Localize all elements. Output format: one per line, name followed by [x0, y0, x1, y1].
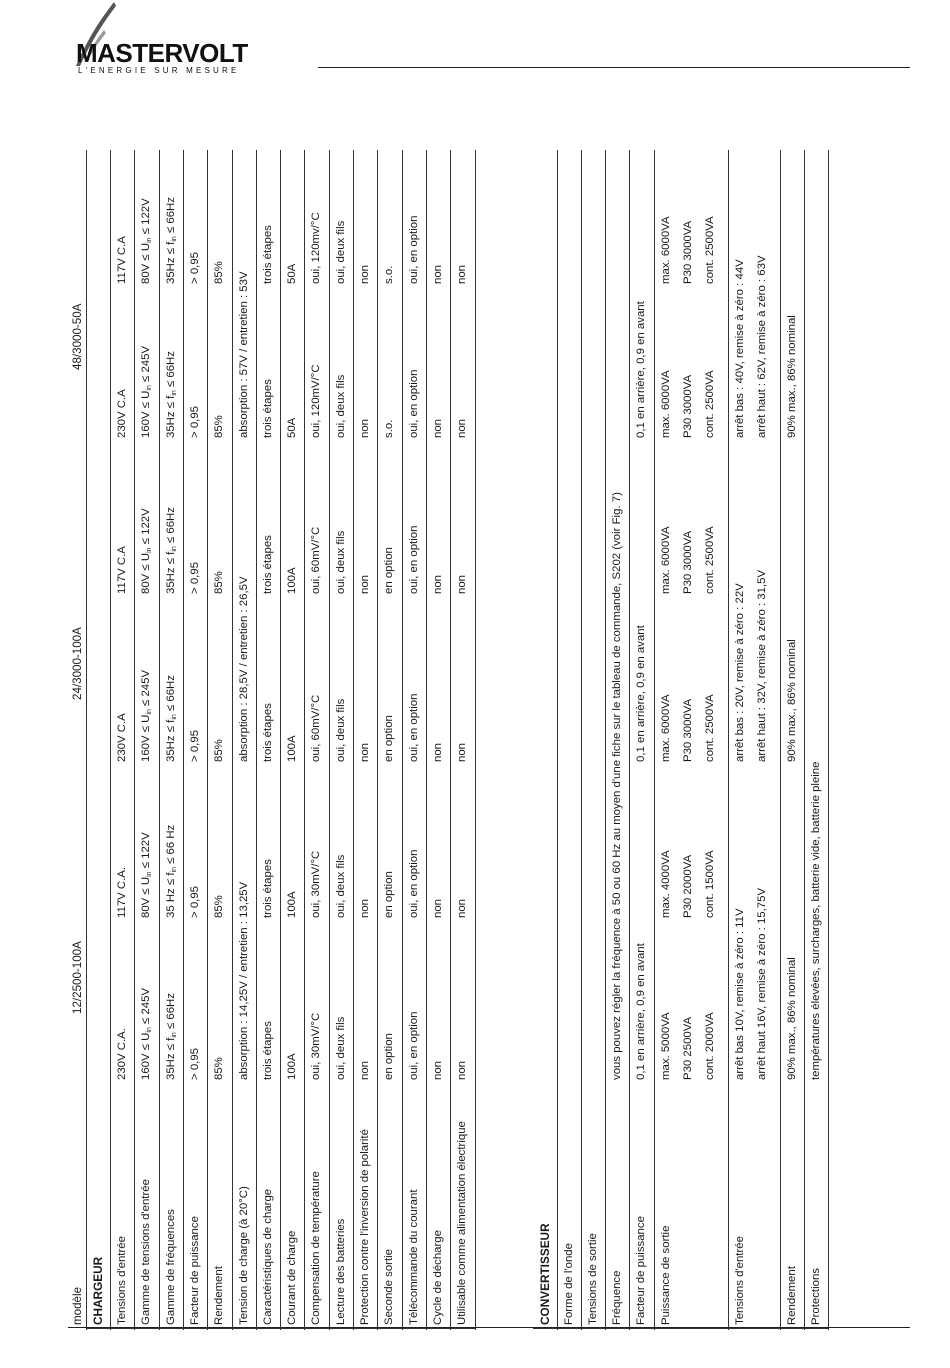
- row-value: oui, en option: [407, 369, 420, 438]
- column-divider: [533, 1328, 829, 1329]
- value-part: in: [170, 390, 178, 396]
- row-value: 0,1 en arrière, 0,9 en avant: [635, 625, 648, 762]
- row-divider: [475, 150, 476, 1330]
- row-divider: [804, 150, 805, 1330]
- row-divider: [780, 150, 781, 1330]
- row-value: 230V C.A: [116, 713, 128, 762]
- row-value: max. 6000VA: [659, 694, 672, 762]
- row-value: oui, en option: [407, 693, 420, 762]
- row-value: non: [359, 418, 371, 438]
- section-title-convertisseur: CONVERTISSEUR: [537, 1223, 552, 1325]
- row-value: > 0,95: [188, 886, 201, 918]
- row-value: P30 3000VA: [681, 530, 694, 594]
- row-label: Télécommande du courant: [407, 1189, 420, 1325]
- row-value: arrêt haut 16V, remise à zéro : 15,75V: [755, 887, 768, 1080]
- row-value: [139, 832, 157, 918]
- row-label: Tension de charge (à 20°C): [237, 1186, 250, 1325]
- value-part: in: [170, 714, 178, 720]
- row-value: [139, 670, 157, 762]
- row-value: max. 6000VA: [659, 370, 672, 438]
- value-part: ≤ 122V: [140, 508, 153, 548]
- row-label: Tensions d'entrée: [116, 1236, 128, 1325]
- value-part: in: [146, 871, 154, 877]
- row-value: oui, deux fils: [334, 220, 347, 284]
- row-label: Gamme de tensions d'entrée: [140, 1179, 153, 1325]
- row-divider: [605, 150, 606, 1330]
- row-value: 0,1 en arrière, 0,9 en avant: [635, 943, 648, 1080]
- value-part: ≤ 122V: [140, 832, 153, 872]
- value-part: 35Hz ≤ f: [164, 551, 177, 594]
- row-value: 85%: [213, 739, 226, 762]
- value-part: in: [146, 1027, 154, 1033]
- row-divider: [280, 150, 281, 1330]
- value-part: ≤ 66Hz: [164, 993, 177, 1033]
- row-value: P30 3000VA: [681, 220, 694, 284]
- row-value: P30 3000VA: [681, 698, 694, 762]
- row-value: trois étapes: [261, 859, 274, 918]
- row-value: non: [431, 418, 444, 438]
- row-value: oui, 120mv/°C: [310, 212, 323, 284]
- row-value: [139, 988, 157, 1080]
- row-value: 100A: [286, 891, 299, 918]
- row-divider: [353, 150, 354, 1330]
- value-part: in: [170, 867, 178, 873]
- row-value: 0,1 en arrière, 0,9 en avant: [635, 301, 648, 438]
- row-value: P30 3000VA: [681, 374, 694, 438]
- row-value: oui, deux fils: [334, 698, 347, 762]
- row-value: oui, en option: [407, 525, 420, 594]
- row-value: absorption : 57V / entretien : 53V: [237, 271, 250, 438]
- row-value: P30 2500VA: [681, 1016, 694, 1080]
- value-part: 80V ≤ U: [140, 242, 153, 284]
- row-value: [139, 198, 157, 284]
- row-value: [139, 508, 157, 594]
- row-value: 50A: [286, 417, 299, 438]
- row-divider: [304, 150, 305, 1330]
- row-label: Rendement: [213, 1266, 226, 1325]
- value-part: in: [146, 709, 154, 715]
- row-value: 85%: [213, 895, 226, 918]
- row-value: 85%: [213, 415, 226, 438]
- row-divider: [426, 150, 427, 1330]
- row-value: oui, en option: [407, 1011, 420, 1080]
- row-value: non: [456, 742, 469, 762]
- row-value: en option: [383, 1033, 396, 1080]
- row-divider: [629, 150, 630, 1330]
- row-value: 100A: [286, 1053, 299, 1080]
- row-value: arrêt haut : 62V, remise à zéro : 63V: [755, 255, 768, 438]
- value-part: 80V ≤ U: [140, 552, 153, 594]
- row-value: arrêt haut : 32V, remise à zéro : 31,5V: [755, 569, 768, 762]
- row-value: en option: [383, 871, 396, 918]
- row-value: oui, 120mV/°C: [310, 364, 323, 438]
- value-part: 160V ≤ U: [140, 714, 153, 762]
- row-value: P30 2000VA: [681, 854, 694, 918]
- section-title-chargeur: CHARGEUR: [91, 1256, 105, 1325]
- row-value: 85%: [213, 571, 226, 594]
- value-part: in: [170, 236, 178, 242]
- row-divider: [728, 150, 729, 1330]
- row-value: oui, 30mV/°C: [310, 850, 323, 918]
- row-label: Compensation de température: [310, 1171, 323, 1325]
- row-value: trois étapes: [261, 379, 274, 438]
- brand-name: MASTERVOLT: [76, 38, 248, 68]
- row-value: 230V C.A.: [116, 1028, 128, 1080]
- row-value: 100A: [286, 735, 299, 762]
- row-value: en option: [383, 547, 396, 594]
- row-label: Facteur de puissance: [188, 1216, 201, 1325]
- row-value: 117V C.A: [116, 546, 128, 594]
- value-part: ≤ 66Hz: [164, 351, 177, 391]
- row-label: Caractéristiques de charge: [261, 1188, 274, 1325]
- row-value: 117V C.A.: [116, 866, 128, 918]
- row-value: cont. 2500VA: [703, 526, 716, 594]
- row-value: oui, en option: [407, 849, 420, 918]
- row-label: Protections: [810, 1268, 822, 1325]
- value-part: in: [146, 385, 154, 391]
- row-value: non: [359, 264, 371, 284]
- row-divider: [329, 150, 330, 1330]
- row-label: Utilisable comme alimentation électrique: [456, 1121, 469, 1325]
- value-part: ≤ 66Hz: [164, 507, 177, 547]
- row-value: températures élevées, surcharges, batterie vide, batterie pleine: [810, 761, 822, 1080]
- value-part: 160V ≤ U: [140, 1032, 153, 1080]
- value-part: ≤ 245V: [140, 987, 153, 1028]
- value-part: in: [146, 237, 154, 243]
- row-value: non: [431, 264, 444, 284]
- row-value: > 0,95: [188, 1048, 201, 1080]
- header-divider: [318, 67, 910, 68]
- row-value: non: [431, 1060, 444, 1080]
- row-value: max. 6000VA: [659, 216, 672, 284]
- row-value: non: [431, 574, 444, 594]
- row-divider: [183, 150, 184, 1330]
- value-part: 160V ≤ U: [140, 390, 153, 438]
- value-part: 35 Hz ≤ f: [164, 872, 177, 918]
- column-divider: [86, 1328, 475, 1329]
- row-label: Rendement: [785, 1266, 798, 1325]
- row-value: arrêt bas : 20V, remise à zéro : 22V: [733, 583, 746, 762]
- row-value: cont. 1500VA: [703, 850, 716, 918]
- row-value: > 0,95: [188, 252, 201, 284]
- row-value: 90% max., 86% nominal: [785, 639, 798, 762]
- value-part: in: [146, 547, 154, 553]
- row-divider: [110, 150, 111, 1330]
- value-part: 35Hz ≤ f: [164, 719, 177, 762]
- specifications-table: [68, 150, 830, 1330]
- row-value: > 0,95: [188, 730, 201, 762]
- row-label: Courant de charge: [286, 1230, 299, 1325]
- row-divider: [557, 150, 558, 1330]
- value-part: ≤ 245V: [140, 345, 153, 386]
- row-divider: [86, 150, 87, 1330]
- row-divider: [828, 150, 829, 1330]
- row-value: max. 5000VA: [659, 1012, 672, 1080]
- row-label: Facteur de puissance: [635, 1216, 648, 1325]
- row-value: oui, deux fils: [334, 374, 347, 438]
- model-header-label: modèle: [71, 1286, 84, 1325]
- row-divider: [256, 150, 257, 1330]
- row-value: 85%: [213, 1057, 226, 1080]
- row-value: 100A: [286, 567, 299, 594]
- row-value: trois étapes: [261, 1021, 274, 1080]
- row-divider: [159, 150, 160, 1330]
- row-value: non: [456, 898, 469, 918]
- row-value: non: [456, 1060, 469, 1080]
- row-value: oui, 60mV/°C: [310, 694, 323, 762]
- row-value: max. 4000VA: [659, 850, 672, 918]
- row-divider: [207, 150, 208, 1330]
- model-header-0: 12/2500-100A: [71, 941, 84, 1014]
- row-value: trois étapes: [261, 535, 274, 594]
- row-value: s.o.: [383, 265, 396, 284]
- row-value: non: [359, 574, 371, 594]
- row-value: cont. 2500VA: [703, 370, 716, 438]
- row-value: en option: [383, 715, 396, 762]
- row-label: Gamme de fréquences: [164, 1209, 177, 1325]
- row-value: oui, en option: [407, 215, 420, 284]
- row-value: [164, 675, 182, 762]
- row-value: non: [456, 418, 469, 438]
- row-label: Lecture des batteries: [334, 1218, 347, 1325]
- row-value: cont. 2500VA: [703, 694, 716, 762]
- row-value: cont. 2000VA: [703, 1012, 716, 1080]
- row-value: non: [359, 1060, 371, 1080]
- row-value: [164, 197, 182, 284]
- row-value: non: [456, 574, 469, 594]
- row-value: non: [431, 898, 444, 918]
- value-part: 35Hz ≤ f: [164, 395, 177, 438]
- row-value: absorption : 14,25V / entretien : 13,25V: [237, 881, 250, 1080]
- row-value: trois étapes: [261, 225, 274, 284]
- row-value: arrêt bas 10V, remise à zéro : 11V: [733, 908, 746, 1080]
- row-value: max. 6000VA: [659, 526, 672, 594]
- row-value: absorption : 28,5V / entretien : 26,5V: [237, 576, 250, 762]
- row-value: non: [359, 742, 371, 762]
- value-part: ≤ 66Hz: [164, 675, 177, 715]
- row-divider: [654, 150, 655, 1330]
- row-value: trois étapes: [261, 703, 274, 762]
- row-value: [164, 507, 182, 594]
- brand-logo: [70, 0, 295, 80]
- row-value: oui, deux fils: [334, 530, 347, 594]
- value-part: 35Hz ≤ f: [164, 1037, 177, 1080]
- model-header-2: 48/3000-50A: [71, 303, 84, 370]
- row-divider: [232, 150, 233, 1330]
- row-label: Puissance de sortie: [659, 1225, 672, 1325]
- row-value: > 0,95: [188, 562, 201, 594]
- row-divider: [581, 150, 582, 1330]
- value-part: 35Hz ≤ f: [164, 241, 177, 284]
- value-part: in: [170, 1032, 178, 1038]
- model-header-1: 24/3000-100A: [71, 627, 84, 700]
- row-label: Tensions d'entrée: [733, 1236, 746, 1325]
- value-part: in: [170, 546, 178, 552]
- row-divider: [134, 150, 135, 1330]
- row-label: Seconde sortie: [383, 1249, 396, 1325]
- row-label: Protection contre l'inversion de polarité: [359, 1129, 371, 1325]
- row-value: s.o.: [383, 419, 396, 438]
- row-value: 117V C.A: [116, 236, 128, 284]
- value-part: ≤ 122V: [140, 198, 153, 238]
- row-divider: [377, 150, 378, 1330]
- row-value: oui, deux fils: [334, 854, 347, 918]
- row-value: [164, 825, 182, 918]
- row-label: Fréquence: [611, 1270, 624, 1325]
- row-divider: [402, 150, 403, 1330]
- row-value: cont. 2500VA: [703, 216, 716, 284]
- row-value: oui, deux fils: [334, 1016, 347, 1080]
- row-value: > 0,95: [188, 406, 201, 438]
- row-value: 90% max., 86% nominal: [785, 315, 798, 438]
- value-part: ≤ 66 Hz: [164, 824, 177, 868]
- row-value: [139, 346, 157, 438]
- row-value: oui, 60mV/°C: [310, 526, 323, 594]
- row-value: [164, 351, 182, 438]
- row-value: 90% max., 86% nominal: [785, 957, 798, 1080]
- row-divider: [450, 150, 451, 1330]
- brand-tagline: L'ENERGIE SUR MESURE: [78, 66, 240, 75]
- row-value: non: [456, 264, 469, 284]
- row-value: 85%: [213, 261, 226, 284]
- value-part: ≤ 66Hz: [164, 197, 177, 237]
- row-value: 230V C.A: [116, 389, 128, 438]
- row-value: 50A: [286, 263, 299, 284]
- row-value: vous pouvez régler la fréquence à 50 ou 60 Hz au moyen d'une fiche sur le tableau de commande, S202 (voir Fig. 7): [611, 492, 624, 1080]
- value-part: ≤ 245V: [140, 669, 153, 710]
- row-label: Tensions de sortie: [586, 1233, 599, 1325]
- row-label: Forme de l'onde: [562, 1243, 575, 1325]
- row-label: Cycle de décharge: [431, 1230, 444, 1325]
- row-value: non: [359, 898, 371, 918]
- row-value: non: [431, 742, 444, 762]
- value-part: 80V ≤ U: [140, 876, 153, 918]
- row-value: arrêt bas : 40V, remise à zéro : 44V: [733, 259, 746, 438]
- row-value: [164, 993, 182, 1080]
- row-value: oui, 30mV/°C: [310, 1012, 323, 1080]
